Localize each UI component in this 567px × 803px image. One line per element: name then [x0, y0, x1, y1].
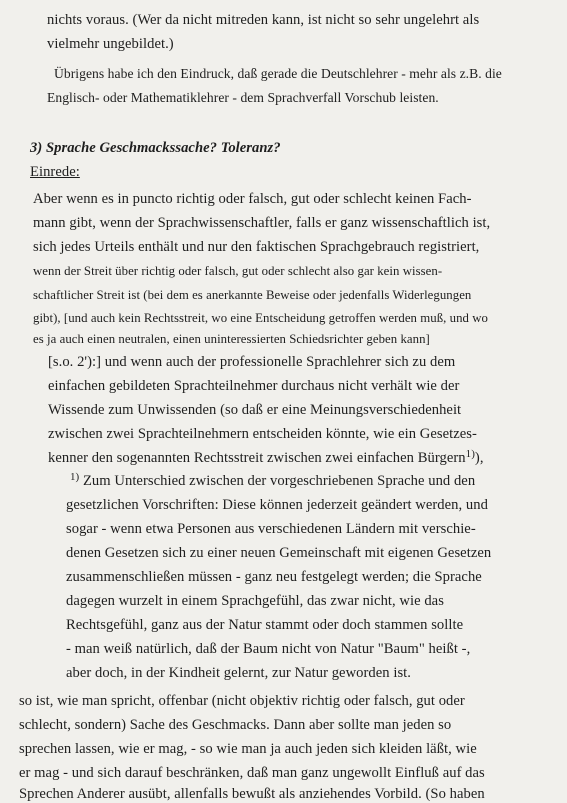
text-line: Sprechen Anderer ausübt, allenfalls bewußt als anziehendes Vorbild. (So haben — [19, 786, 485, 802]
footnote-line: denen Gesetzen sich zu einer neuen Gemeinschaft mit eigenen Gesetzen — [66, 545, 492, 561]
text-line — [48, 448, 484, 466]
footnote-line: zusammenschließen müssen - ganz neu festgelegt werden; die Sprache — [66, 569, 482, 585]
text-line: es ja auch einen neutralen, einen uninteressierten Schiedsrichter geben kann] — [33, 332, 430, 346]
footnote-line: sogar - wenn etwa Personen aus verschiedenen Ländern mit verschie- — [66, 521, 476, 537]
text-line: zwischen zwei Sprachteilnehmern entscheiden könnte, wie ein Gesetzes- — [48, 426, 477, 442]
text-line: mann gibt, wenn der Sprachwissenschaftler, falls er ganz wissenschaftlich ist, — [33, 215, 491, 231]
text-line: schaftlicher Streit ist (bei dem es anerkannte Beweise oder jedenfalls Widerlegungen — [33, 288, 472, 302]
footnote-line: Rechtsgefühl, ganz aus der Natur stammt oder doch stammen sollte — [66, 617, 464, 633]
text-span: kenner den sogenannten Rechtsstreit zwischen zwei einfachen Bürgern — [48, 450, 466, 466]
text-line: vielmehr ungebildet.) — [47, 36, 174, 52]
objection-label: Einrede: — [30, 164, 80, 180]
note-line: Englisch- oder Mathematiklehrer - dem Sprachverfall Vorschub leisten. — [47, 90, 439, 105]
text-line: nichts voraus. (Wer da nicht mitreden kann, ist nicht so sehr ungelehrt als — [47, 12, 480, 28]
text-line: so ist, wie man spricht, offenbar (nicht objektiv richtig oder falsch, gut oder — [19, 693, 465, 709]
text-line: er mag - und sich darauf beschränken, daß man ganz ungewollt Einfluß auf das — [19, 765, 485, 781]
text-line: Aber wenn es in puncto richtig oder falsch, gut oder schlecht keinen Fach- — [33, 191, 472, 207]
footnote-line: gesetzlichen Vorschriften: Diese können jederzeit geändert werden, und — [66, 497, 488, 513]
footnote-line: - man weiß natürlich, daß der Baum nicht von Natur "Baum" heißt -, — [66, 641, 471, 657]
footnote-line — [70, 471, 476, 489]
section-heading: 3) Sprache Geschmackssache? Toleranz? — [30, 140, 281, 156]
footnote-marker: 1) — [70, 471, 80, 483]
text-line: schlecht, sondern) Sache des Geschmacks. Dann aber sollte man jeden so — [19, 717, 452, 733]
text-line: sich jedes Urteils enthält und nur den faktischen Sprachgebrauch registriert, — [33, 239, 480, 255]
text-span: Zum Unterschied zwischen der vorgeschriebenen Sprache und den — [82, 473, 476, 489]
text-line: sprechen lassen, wie er mag, - so wie man ja auch jeden sich kleiden läßt, wie — [19, 741, 477, 757]
text-span: ), — [474, 450, 484, 466]
text-line: einfachen gebildeten Sprachteilnehmer durchaus nicht verhält wie der — [48, 378, 460, 394]
footnote-reference: 1) — [465, 448, 475, 460]
footnote-line: dagegen wurzelt in einem Sprachgefühl, das zwar nicht, wie das — [66, 593, 444, 609]
text-line: [s.o. 2'):] und wenn auch der professionelle Sprachlehrer sich zu dem — [48, 354, 456, 370]
note-line: Übrigens habe ich den Eindruck, daß gerade die Deutschlehrer - mehr als z.B. die — [54, 66, 502, 81]
text-line: wenn der Streit über richtig oder falsch, gut oder schlecht also gar kein wissen- — [33, 264, 443, 278]
footnote-line: aber doch, in der Kindheit gelernt, zur Natur geworden ist. — [66, 665, 411, 681]
text-line: gibt), [und auch kein Rechtsstreit, wo eine Entscheidung getroffen werden muß, und wo — [33, 311, 488, 325]
text-line: Wissende zum Unwissenden (so daß er eine Meinungsverschiedenheit — [48, 402, 462, 418]
